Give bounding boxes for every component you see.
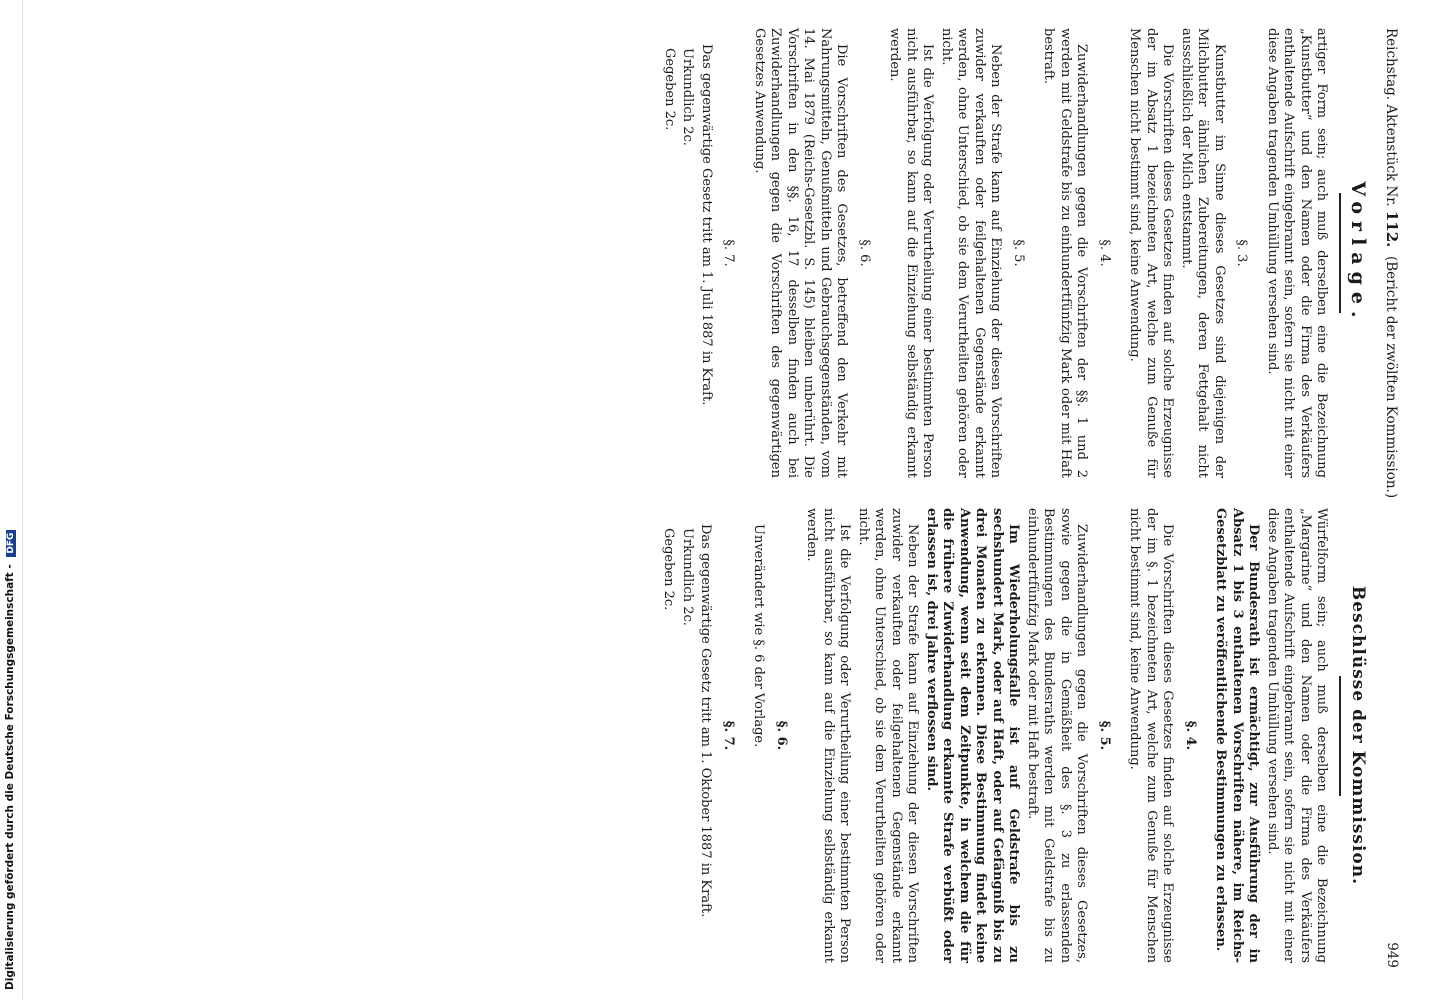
page-header	[1378, 28, 1400, 968]
section-heading: §. 4.	[1097, 239, 1112, 267]
section-heading: §. 6.	[774, 720, 789, 751]
funding-notice	[4, 530, 16, 990]
paragraph: Die Vorschriften dieses Gesetzes finden auf solche Erzeugnisse der im Absatz 1 bezeichneten Art, welche zum Genuße für Menschen nicht bestimmt sind, keine Anwendung.	[1127, 28, 1176, 478]
column-kommission	[660, 508, 1370, 963]
column-title-vorlage: Vorlage.	[1347, 181, 1369, 325]
section-heading: §. 6.	[857, 239, 872, 267]
title-rule	[1340, 193, 1342, 313]
paragraph: Die Vorschriften dieses Gesetzes finden auf solche Erzeugnisse der im §. 1 bezeichneten Art, welche zum Genuße für Menschen nicht bestimmt sind, keine Anwendung.	[1127, 508, 1176, 963]
closing-line: Urkundlich 2c.	[680, 528, 695, 626]
paragraph: Die Vorschriften des Gesetzes, betreffend den Verkehr mit Nahrungsmitteln, Genußmitteln und Gebrauchsgegenständen, vom 14. Mai 1879 (Reichs-Gesetzbl. S. 145) bleiben unberührt. Die Vorschriften in den §§. 16, 17 desselben finden auch bei Zuwiderhandlungen gegen die Vorschriften des gegenwärtigen Gesetzes Anwendung.	[752, 28, 850, 478]
paragraph: Neben der Strafe kann auf Einziehung der diesen Vorschriften zuwider verkauften oder feilgehaltenen Gegenstände erkannt werden, ohne Unterschied, ob sie dem Verurtheilten gehören oder nicht.	[939, 28, 1004, 478]
paragraph: Das gegenwärtige Gesetz tritt am 1. Oktober 1887 in Kraft.	[698, 524, 714, 918]
closing-line: Gegeben 2c.	[662, 48, 677, 131]
funding-notice-text: Digitalisierung gefördert durch die Deutsche Forschungsgemeinschaft -	[4, 564, 16, 990]
paragraph-bold: Der Bundesrath ist ermächtigt, zur Ausführung der in Absatz 1 bis 3 enthaltenen Vorschriften nähere, im Reichs-Gesetzblatt zu veröffentlichende Bestimmungen zu erlassen.	[1213, 508, 1262, 963]
page-number: 949	[1384, 942, 1400, 968]
paragraph: Kunstbutter im Sinne dieses Gesetzes sind diejenigen der Milchbutter ähnlichen Zubereitungen, deren Fettgehalt nicht ausschließlich der Milch entstammt.	[1179, 28, 1227, 478]
paragraph: Unverändert wie §. 6 der Vorlage.	[751, 524, 767, 748]
paragraph: Ist die Verfolgung oder Verurtheilung einer bestimmten Person nicht ausführbar, so kann auf die Einziehung selbständig erkannt werden.	[804, 508, 853, 963]
section-heading: §. 3.	[1234, 239, 1250, 267]
paragraph: Neben der Strafe kann auf Einziehung der diesen Vorschriften zuwider verkauften oder feilgehaltenen Gegenstände erkannt werden, ohne Unterschied, ob sie dem Verurtheilten gehören oder nicht.	[856, 508, 921, 963]
header-left	[1383, 28, 1401, 498]
title-rule	[1340, 676, 1342, 796]
section-heading: §. 7.	[721, 720, 736, 751]
rotated-document-page	[260, 8, 1400, 988]
section-heading: §. 5.	[1011, 239, 1026, 267]
column-vorlage	[661, 28, 1371, 478]
column-title-kommission: Beschlüsse der Kommission.	[1348, 585, 1368, 886]
paragraph: artiger Form sein; auch muß derselben eine die Bezeichnung „Kunstbutter“ und den Namen oder die Firma des Verkäufers enthaltende Aufschrift eingebrannt sein, sofern sie nicht mit einer diese Angaben tragenden Umhüllung versehen sind.	[1265, 28, 1330, 478]
dfg-logo: DFG	[6, 530, 16, 557]
paragraph: Das gegenwärtige Gesetz tritt am 1. Juli 1887 in Kraft.	[699, 44, 714, 406]
paragraph-bold: Im Wiederholungsfalle ist auf Geldstrafe bis zu sechshundert Mark, oder auf Haft, oder auf Gefängniß bis zu drei Monaten zu erkennen. Diese Bestimmung findet keine Anwendung, wenn seit dem Zeitpunkte, in welchem die für die frühere Zuwiderhandlung erkannte Strafe verbüßt oder erlassen ist, drei Jahre verflossen sind.	[924, 508, 1022, 963]
header-middle: (Bericht der zwölften Kommission.)	[1383, 255, 1399, 499]
section-heading: §. 4.	[1183, 720, 1198, 751]
closing-line: Gegeben 2c.	[661, 528, 677, 611]
paragraph: Zuwiderhandlungen gegen die Vorschriften der §§. 1 und 2 werden mit Geldstrafe bis zu einhundertfünfzig Mark oder mit Haft bestraft.	[1041, 28, 1090, 478]
header-number: 112.	[1383, 210, 1401, 248]
digitization-sidebar	[0, 0, 23, 1000]
closing-line: Urkundlich 2c.	[680, 48, 696, 146]
section-heading: §. 7.	[721, 239, 737, 267]
paragraph: Zuwiderhandlungen gegen die Vorschriften dieses Gesetzes, sowie gegen die in Gemäßheit des §. 3 zu erlassenden Bestimmungen des Bundesraths werden mit Geldstrafe bis zu einhundertfünfzig Mark oder mit Haft bestraft.	[1025, 508, 1090, 963]
header-title: Reichstag. Aktenstück Nr.	[1383, 28, 1399, 207]
paragraph: Würfelform sein; auch muß derselben eine die Bezeichnung „Margarine“ und den Namen oder die Firma des Verkäufers enthaltende Aufschrift eingebrannt sein, sofern sie nicht mit einer diese Angaben tragenden Umhüllung versehen sind.	[1265, 508, 1330, 963]
section-heading: §. 5.	[1097, 720, 1112, 751]
paragraph: Ist die Verfolgung oder Verurtheilung einer bestimmten Person nicht ausführbar, so kann auf die Einziehung selbständig erkannt werden.	[887, 28, 936, 478]
